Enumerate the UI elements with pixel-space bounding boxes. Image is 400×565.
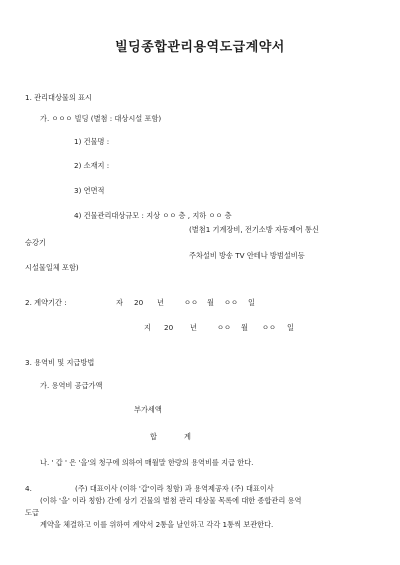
period-to-year-unit: 년 [190, 323, 197, 332]
attachment-line-2-cont: 시설물일체 포함) [25, 263, 79, 272]
section-1-heading: 1. 관리대상물의 표시 [25, 93, 92, 102]
contract-period-label: 2. 계약기간 : [25, 298, 67, 307]
building-name-field: 1) 건물명 : [74, 137, 110, 146]
period-to-marker: 지 [144, 323, 151, 332]
total-label-hap: 합 [150, 432, 157, 441]
floor-area-field: 3) 연면적 [74, 186, 105, 195]
section-4-number: 4. [25, 484, 32, 493]
section-4-line-1: (주) 대표이사 (이하 '갑'이라 칭함) 과 용역제공자 (주) 대표이사 [75, 484, 274, 493]
period-from-month-unit: 월 [207, 298, 214, 307]
section-3-heading: 3. 용역비 및 지급방법 [25, 358, 95, 367]
payment-method-text: 나. ' 갑 ' 은 '을'의 청구에 의하여 매월말 한량의 용역비를 지급 한다. [40, 458, 254, 467]
period-from-year: 20 [134, 298, 144, 307]
period-from-day: ㅇㅇ [224, 298, 238, 307]
period-from-marker: 자 [116, 298, 123, 307]
period-to-year: 20 [164, 323, 174, 332]
building-scale-field: 4) 건물관리대상규모 : 지상 ㅇㅇ 층 , 지하 ㅇㅇ 층 [74, 211, 232, 220]
period-to-day-unit: 일 [287, 323, 294, 332]
document-title: 빌딩종합관리용역도급계약서 [115, 40, 285, 55]
period-to-day: ㅇㅇ [262, 323, 276, 332]
attachment-line-1-cont: 승강기 [25, 238, 46, 247]
period-to-month: ㅇㅇ [217, 323, 231, 332]
vat-label: 부가세액 [134, 405, 162, 414]
service-fee-supply-value: 가. 용역비 공급가액 [40, 381, 103, 390]
attachment-line-2: 주차설비 방송 TV 안테나 방범설비등 [189, 251, 305, 260]
section-4-line-2: (이하 '을' 이라 칭함) 간에 상기 건물의 별첨 관리 대상물 목록에 대한 종합관리 용역 [40, 496, 302, 505]
section-1-item-ga: 가. ㅇㅇㅇ 빌딩 (별첨 : 대상시설 포함) [40, 114, 162, 123]
section-4-line-3: 계약을 체결하고 이를 위하여 계약서 2통을 날인하고 각각 1통씩 보관한다. [40, 520, 274, 529]
period-to-month-unit: 월 [241, 323, 248, 332]
total-label-gye: 계 [184, 432, 191, 441]
period-from-month: ㅇㅇ [184, 298, 198, 307]
period-from-year-unit: 년 [157, 298, 164, 307]
attachment-line-1: (별첨1 기계장비, 전기소방 자동제어 통신 [189, 225, 319, 234]
period-from-day-unit: 일 [248, 298, 255, 307]
location-field: 2) 소재지 : [74, 161, 110, 170]
section-4-line-2-cont: 도급 [25, 508, 39, 517]
